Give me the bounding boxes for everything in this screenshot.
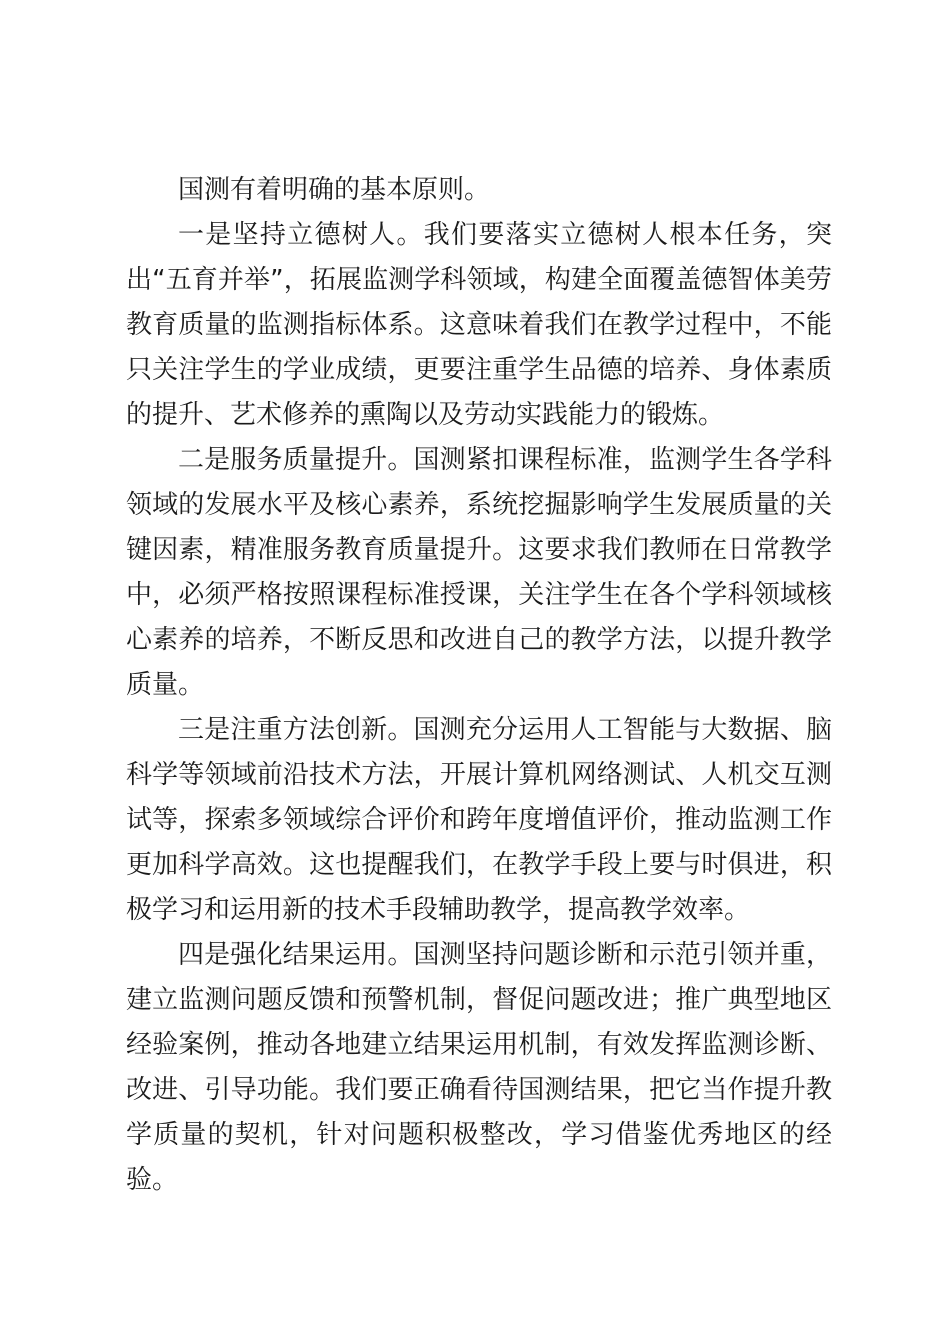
paragraph-principle-1: 一是坚持立德树人。我们要落实立德树人根本任务，突出“五育并举”，拓展监测学科领域，构建全面覆盖德智体美劳教育质量的监测指标体系。这意味着我们在教学过程中，不能只关注学生的学业成绩，更要注重学生品德的培养、身体素质的提升、艺术修养的熏陶以及劳动实践能力的锻炼。 (126, 220, 832, 430)
paragraph-principle-2: 二是服务质量提升。国测紧扣课程标准，监测学生各学科领域的发展水平及核心素养，系统挖掘影响学生发展质量的关键因素，精准服务教育质量提升。这要求我们教师在日常教学中，必须严格按照课程标准授课，关注学生在各个学科领域核心素养的培养，不断反思和改进自己的教学方法，以提升教学质量。 (126, 445, 832, 700)
document-body (126, 168, 832, 1203)
paragraph-principle-4: 四是强化结果运用。国测坚持问题诊断和示范引领并重，建立监测问题反馈和预警机制，督促问题改进；推广典型地区经验案例，推动各地建立结果运用机制，有效发挥监测诊断、改进、引导功能。我们要正确看待国测结果，把它当作提升教学质量的契机，针对问题积极整改，学习借鉴优秀地区的经验。 (126, 940, 832, 1195)
paragraph-principle-3: 三是注重方法创新。国测充分运用人工智能与大数据、脑科学等领域前沿技术方法，开展计算机网络测试、人机交互测试等，探索多领域综合评价和跨年度增值评价，推动监测工作更加科学高效。这也提醒我们，在教学手段上要与时俱进，积极学习和运用新的技术手段辅助教学，提高教学效率。 (126, 715, 832, 925)
paragraph-intro: 国测有着明确的基本原则。 (178, 175, 491, 205)
